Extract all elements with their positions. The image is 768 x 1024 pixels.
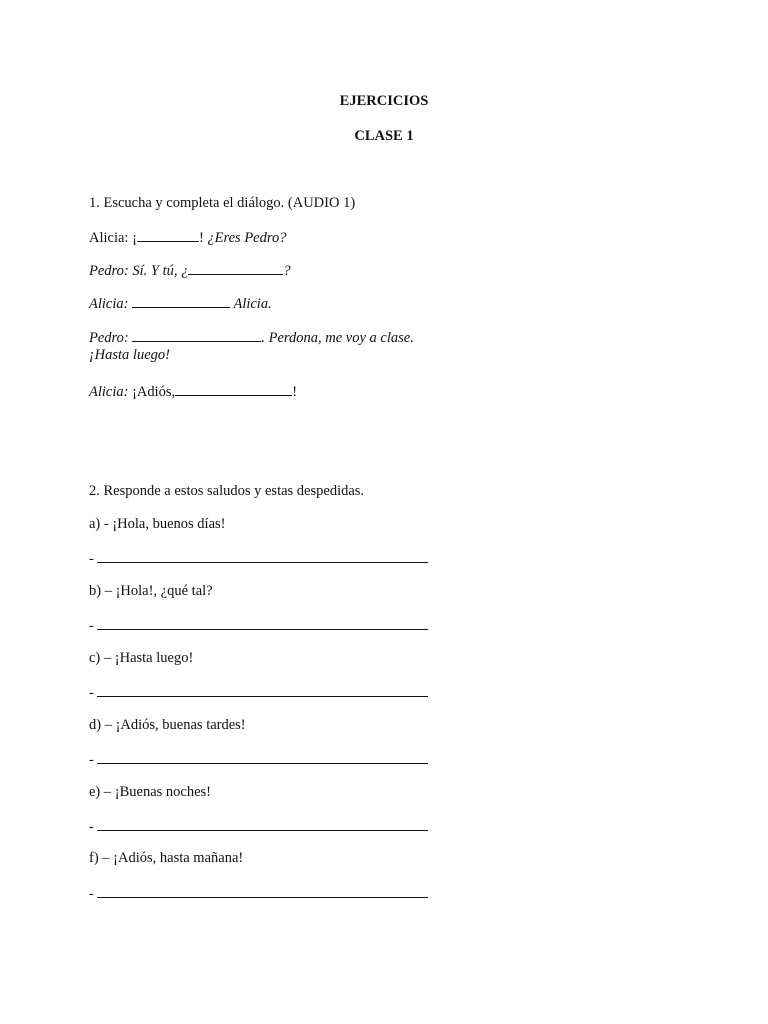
blank-line[interactable]	[137, 228, 199, 242]
dash: -	[89, 685, 94, 701]
greeting-prompt-d: d) – ¡Adiós, buenas tardes!	[89, 717, 246, 733]
dialogue-line-3	[89, 294, 272, 313]
dialogue-line-4-cont: ¡Hasta luego!	[89, 347, 170, 363]
greeting-prompt-c: c) – ¡Hasta luego!	[89, 650, 194, 666]
exercise-2-heading: 2. Responde a estos saludos y estas despedidas.	[89, 483, 365, 499]
exercise-1-heading: 1. Escucha y completa el diálogo. (AUDIO 1)	[89, 195, 356, 211]
answer-line-f	[89, 884, 428, 903]
greeting-prompt-b: b) – ¡Hola!, ¿qué tal?	[89, 583, 213, 599]
dialogue-line-2	[89, 261, 291, 280]
dialogue-text: Pedro: Sí. Y tú, ¿	[89, 263, 189, 279]
question-close: ?	[283, 263, 291, 279]
greeting-prompt-f: f) – ¡Adiós, hasta mañana!	[89, 850, 244, 866]
page-subtitle: CLASE 1	[354, 128, 414, 144]
answer-blank[interactable]	[97, 750, 428, 764]
answer-blank[interactable]	[97, 616, 428, 630]
answer-blank[interactable]	[97, 683, 428, 697]
answer-line-a	[89, 549, 428, 568]
answer-line-d	[89, 750, 428, 769]
blank-line[interactable]	[188, 261, 283, 275]
dialogue-line-1	[89, 228, 286, 247]
dialogue-text: Alicia.	[230, 296, 272, 312]
answer-blank[interactable]	[97, 884, 428, 898]
speaker-label: Alicia:	[89, 230, 129, 246]
blank-line[interactable]	[132, 294, 230, 308]
greeting-prompt-a: a) - ¡Hola, buenos días!	[89, 516, 226, 532]
dialogue-line-4	[89, 328, 414, 347]
dash: -	[89, 752, 94, 768]
dialogue-text: . Perdona, me voy a clase.	[261, 330, 414, 346]
dash: -	[89, 819, 94, 835]
page-title: EJERCICIOS	[339, 93, 429, 109]
answer-line-c	[89, 683, 428, 702]
answer-blank[interactable]	[97, 549, 428, 563]
dialogue-line-5	[89, 382, 297, 401]
blank-line[interactable]	[175, 382, 292, 396]
answer-line-b	[89, 616, 428, 635]
exclamation-close: !	[292, 384, 298, 400]
greeting-prompt-e: e) – ¡Buenas noches!	[89, 784, 211, 800]
blank-line[interactable]	[132, 328, 261, 342]
dash: -	[89, 886, 94, 902]
answer-line-e	[89, 817, 428, 836]
dash: -	[89, 551, 94, 567]
exclamation-open: ¡	[132, 230, 137, 246]
dash: -	[89, 618, 94, 634]
dialogue-text: ¿Eres Pedro?	[203, 230, 287, 246]
dialogue-text: ¡Adiós,	[128, 384, 176, 400]
speaker-label: Alicia:	[89, 296, 129, 312]
speaker-label: Pedro:	[89, 330, 129, 346]
speaker-label: Alicia:	[89, 384, 129, 400]
exclamation-close: !	[198, 230, 204, 246]
answer-blank[interactable]	[97, 817, 428, 831]
